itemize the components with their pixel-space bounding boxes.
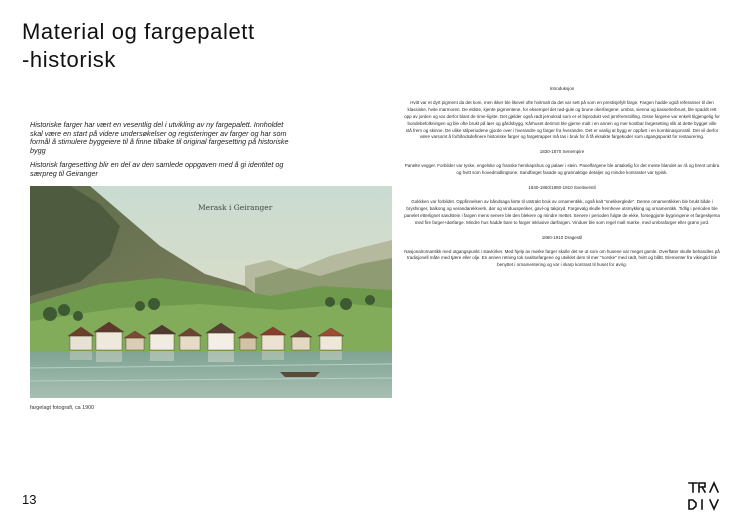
page-title (22, 18, 342, 74)
section-heading-senempire: 1830-1870 Senempire (539, 149, 585, 155)
photo-caption: fargelagt fotografi, ca 1900 (30, 405, 95, 411)
tradiv-logo (688, 481, 724, 511)
section-heading-dragestil: 1860-1910 Dragestil (541, 234, 583, 240)
text-column (404, 86, 720, 277)
intro-section-text: Hvitt var et dyrt pigment da det kom, men ikker ble likevel ofte hvitmalt da det var sett på som en prestisjefylt farge. Fargen hadde også referanser til den klassiske, hvite marmoren. De eldste, kjente pigmentene, for eksempel det rød-gule og brune okerfargene: umbra, sienna og kasserlerbrunt, ble spaddt rett opp av jorden og var derfor blant de rime-ligste. Det gjelder også rødt jernoksid som er et biprodukt ved jernfremstilling. Disse fargene var enkelt tilgjengelig for bondebefolkningen og ble ofte brukt på løer og gårdsbygg. Kårhuset derimot ble gjerne malt i en annen og mer kostbar fargesetting slik at dette bygget ville stå frem og skinne. De ulike stilperiodene gjorde over i hverandre og farger fra hverandre. Det er vanlig at bygg er oppført i en kombinasjonsstil. Det vil derfor være varsomt å forhåndsdefinere historiske farger og fargetrapper må tas i bruk for å få eksakte fargekoder som utgangspunkt for restaurering. (404, 99, 720, 140)
section-heading-sveitserstil: 1840-1860/1880-1910 Sveitserstil (528, 185, 596, 191)
page-title-line-2: -historisk (22, 47, 117, 72)
photo-inscription: Merask i Geiranger (198, 203, 273, 212)
intro-paragraph-1: Historiske farger har vært en vesentlig del i utvikling av ny fargepalett. Innholdet skal være en start på videre undersøkelser og registeringer av farger og har som formål å stimulere byggeiere til å finne tilbake til original fargesetting på historiske bygg (30, 120, 289, 155)
page-number: 13 (22, 492, 37, 507)
page-title-line-1: Material og fargepalett (22, 19, 255, 44)
section-text-dragestil: Nasjonalromantikk med utgangspunkt i stavkirker. Med hjelp av mørke farger skulle det se ut som om husene var meget gamle. Overflater skulle behandles på tradisjonell måte med tjære eller olje. En annen retning tok svaltsefargene og utviklet dem til mer "norske" med rødt, hvitt og blått. Elementer fra vikingtid ble benyttet i ornamentering og var i skarp kontrast til huset for øvrig. (404, 248, 720, 268)
column-heading: Introduksjon (549, 86, 575, 91)
section-text-sveitserstil: Gokkken var forbildet. Oppfinnelsen av båndsaga førte til utstrakt bruk av ornamentikk, også kalt "snekkerglede". Denne ornamentikken ble brukt både i bryshinger, balkong og verandarekkverk, dør og vinduusperiker, gavl-og takpryd. Fargevalg skulle fremheve utsmykking og ornamentikk. Tidlig i perioden ble panelet etterlignet sandstein i fargen mens senere ble den blekere og mindre mettet. Senere i perioden fulgte de ekke, forseggjorte bygningene et fargeskjema med fire farger+dørfarge. Mindre hus hadde bare to farger inklusive dørfargen. Vinduer ble som regel mall mørke, med umbrafarger eller grønn jord. (404, 198, 720, 225)
intro-paragraph-2: Historisk fargesetting blir en del av den samlede oppgaven med å gi identitet og særpreg til Geiranger (30, 160, 284, 178)
intro-text (30, 121, 292, 185)
historic-photo (30, 186, 392, 398)
section-text-senempire: Panelte vegger. Forbilder var tyske, engelske og franske herskapshus og palaer i stein. Panelfargene ble antakelig for det meste blandet av rå og brent umbra og hvitt som hovedmidlingtone. Sandfarget fasade og grønnaktige detaljer og mindre kontraster var typisk. (404, 163, 720, 176)
